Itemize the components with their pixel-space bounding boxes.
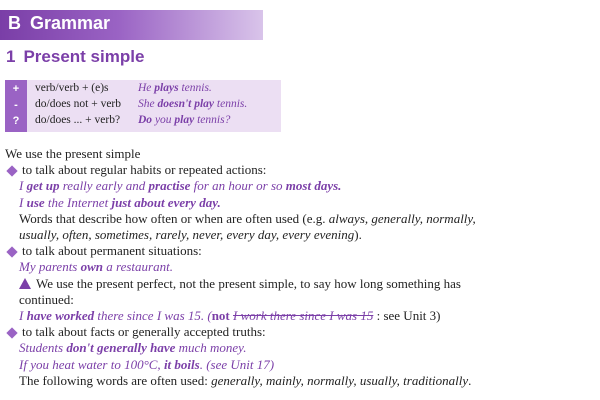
- example-positive: He plays tennis.: [138, 82, 212, 94]
- warning-line-2: continued:: [19, 291, 74, 307]
- banner-letter: B: [8, 13, 21, 33]
- form-positive: verb/verb + (e)s: [35, 82, 109, 94]
- forms-table: [5, 80, 281, 132]
- example-permanent: My parents own a restaurant.: [19, 259, 173, 275]
- example-negative: She doesn't play tennis.: [138, 98, 248, 110]
- section-title: Present simple: [23, 47, 145, 66]
- negative-symbol: -: [14, 99, 18, 111]
- form-negative: do/does not + verb: [35, 98, 122, 110]
- section-heading: [6, 47, 144, 67]
- bullet-icon: [6, 327, 17, 338]
- example-facts-2: If you heat water to 100°C, it boils. (see Unit 17): [19, 356, 275, 372]
- section-banner: [0, 10, 263, 40]
- warning-icon: [19, 278, 31, 289]
- example-habits-2: I use the Internet just about every day.: [19, 194, 221, 210]
- frequency-words-2: usually, often, sometimes, rarely, never, every day, every evening).: [19, 227, 362, 243]
- use-facts: to talk about facts or generally accepted truths:: [5, 324, 595, 340]
- question-symbol: ?: [12, 115, 20, 127]
- section-number: 1: [6, 47, 16, 66]
- usage-notes: [5, 146, 595, 389]
- frequency-words-1: Words that describe how often or when are often used (e.g. always, generally, normally,: [19, 210, 476, 226]
- warning-line-1: We use the present perfect, not the present simple, to say how long something has: [5, 276, 595, 292]
- banner-title: Grammar: [30, 13, 111, 33]
- intro-text: We use the present simple: [5, 146, 141, 161]
- example-habits-1: I get up really early and practise for an hour or so most days.: [19, 178, 342, 194]
- use-habits: to talk about regular habits or repeated actions:: [5, 162, 595, 178]
- example-present-perfect: I have worked there since I was 15. (not I work there since I was 15 : see Unit 3): [19, 308, 441, 324]
- use-permanent: to talk about permanent situations:: [5, 243, 595, 259]
- bullet-icon: [6, 246, 17, 257]
- form-question: do/does ... + verb?: [35, 114, 121, 126]
- common-words: The following words are often used: generally, mainly, normally, usually, traditionally.: [19, 372, 472, 388]
- positive-symbol: +: [12, 83, 20, 95]
- example-facts-1: Students don't generally have much money.: [19, 340, 247, 356]
- example-question: Do you play tennis?: [138, 114, 231, 126]
- bullet-icon: [6, 165, 17, 176]
